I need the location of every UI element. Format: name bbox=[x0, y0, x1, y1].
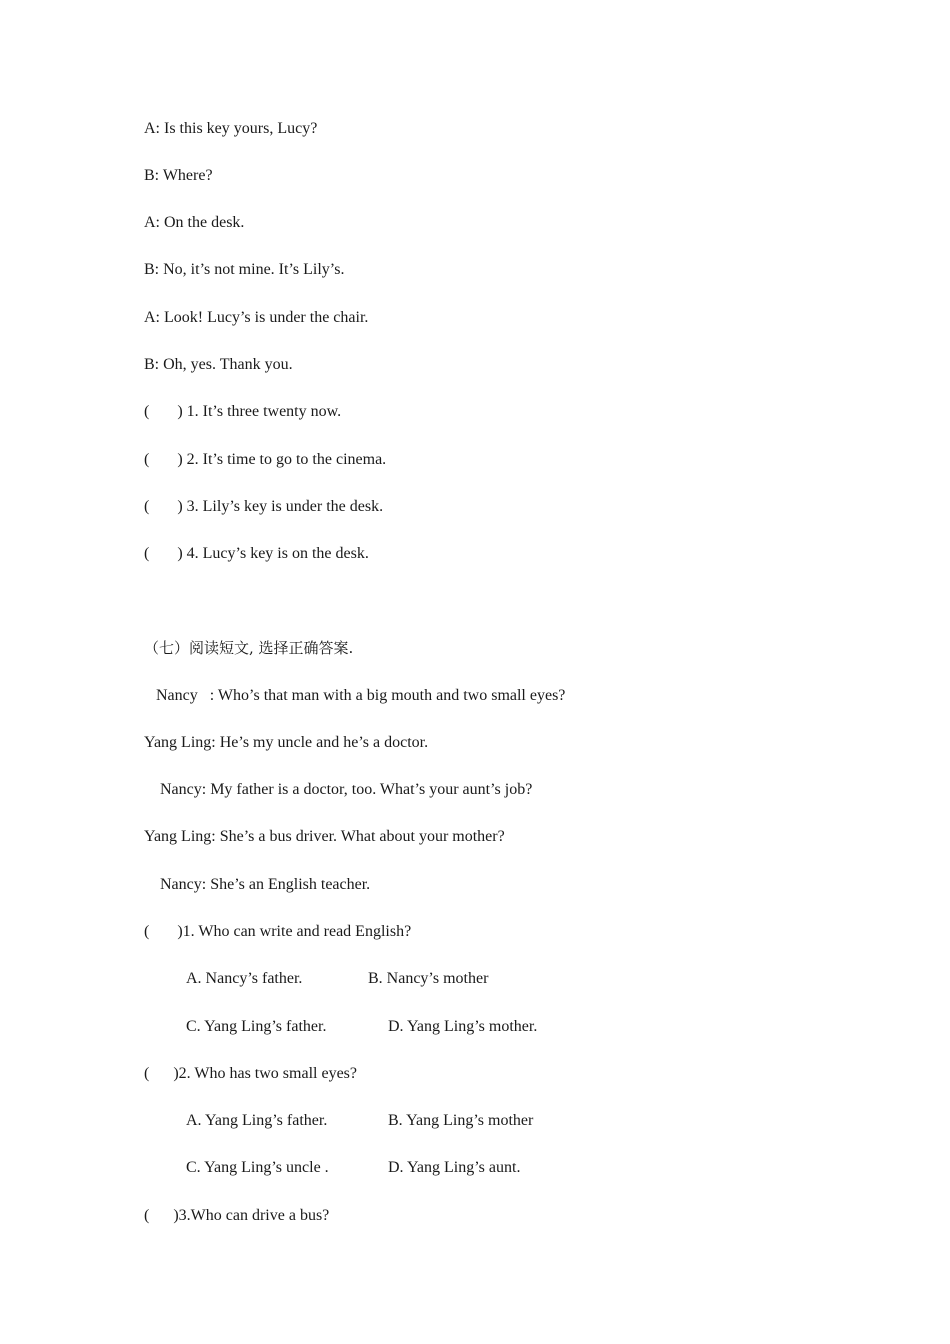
judgement-item: ( ) 1. It’s three twenty now. bbox=[144, 403, 342, 420]
dialogue-line: Nancy: My father is a doctor, too. What’s your aunt’s job? bbox=[144, 781, 533, 798]
section-heading: （七）阅读短文, 选择正确答案. bbox=[144, 639, 354, 657]
dialogue-line: Nancy : Who’s that man with a big mouth and two small eyes? bbox=[144, 687, 566, 704]
dialogue-line: A: Is this key yours, Lucy? bbox=[144, 120, 318, 137]
judgement-item: ( ) 2. It’s time to go to the cinema. bbox=[144, 451, 387, 468]
answer-option: A. Nancy’s father. bbox=[186, 970, 303, 987]
answer-option: D. Yang Ling’s aunt. bbox=[388, 1159, 521, 1176]
answer-option: B. Nancy’s mother bbox=[368, 970, 489, 987]
answer-option: B. Yang Ling’s mother bbox=[388, 1112, 534, 1129]
dialogue-line: Nancy: She’s an English teacher. bbox=[144, 876, 371, 893]
question-prompt: ( )1. Who can write and read English? bbox=[144, 923, 412, 940]
dialogue-line: B: Where? bbox=[144, 167, 213, 184]
dialogue-line: Yang Ling: She’s a bus driver. What about your mother? bbox=[144, 828, 505, 845]
answer-option: D. Yang Ling’s mother. bbox=[388, 1018, 538, 1035]
judgement-item: ( ) 4. Lucy’s key is on the desk. bbox=[144, 545, 369, 562]
question-prompt: ( )2. Who has two small eyes? bbox=[144, 1065, 357, 1082]
dialogue-line: A: Look! Lucy’s is under the chair. bbox=[144, 309, 369, 326]
dialogue-line: A: On the desk. bbox=[144, 214, 245, 231]
answer-option: C. Yang Ling’s uncle . bbox=[186, 1159, 329, 1176]
judgement-item: ( ) 3. Lily’s key is under the desk. bbox=[144, 498, 384, 515]
answer-option: C. Yang Ling’s father. bbox=[186, 1018, 327, 1035]
dialogue-line: Yang Ling: He’s my uncle and he’s a doctor. bbox=[144, 734, 429, 751]
dialogue-line: B: No, it’s not mine. It’s Lily’s. bbox=[144, 261, 345, 278]
dialogue-line: B: Oh, yes. Thank you. bbox=[144, 356, 293, 373]
question-prompt: ( )3.Who can drive a bus? bbox=[144, 1207, 330, 1224]
answer-option: A. Yang Ling’s father. bbox=[186, 1112, 328, 1129]
